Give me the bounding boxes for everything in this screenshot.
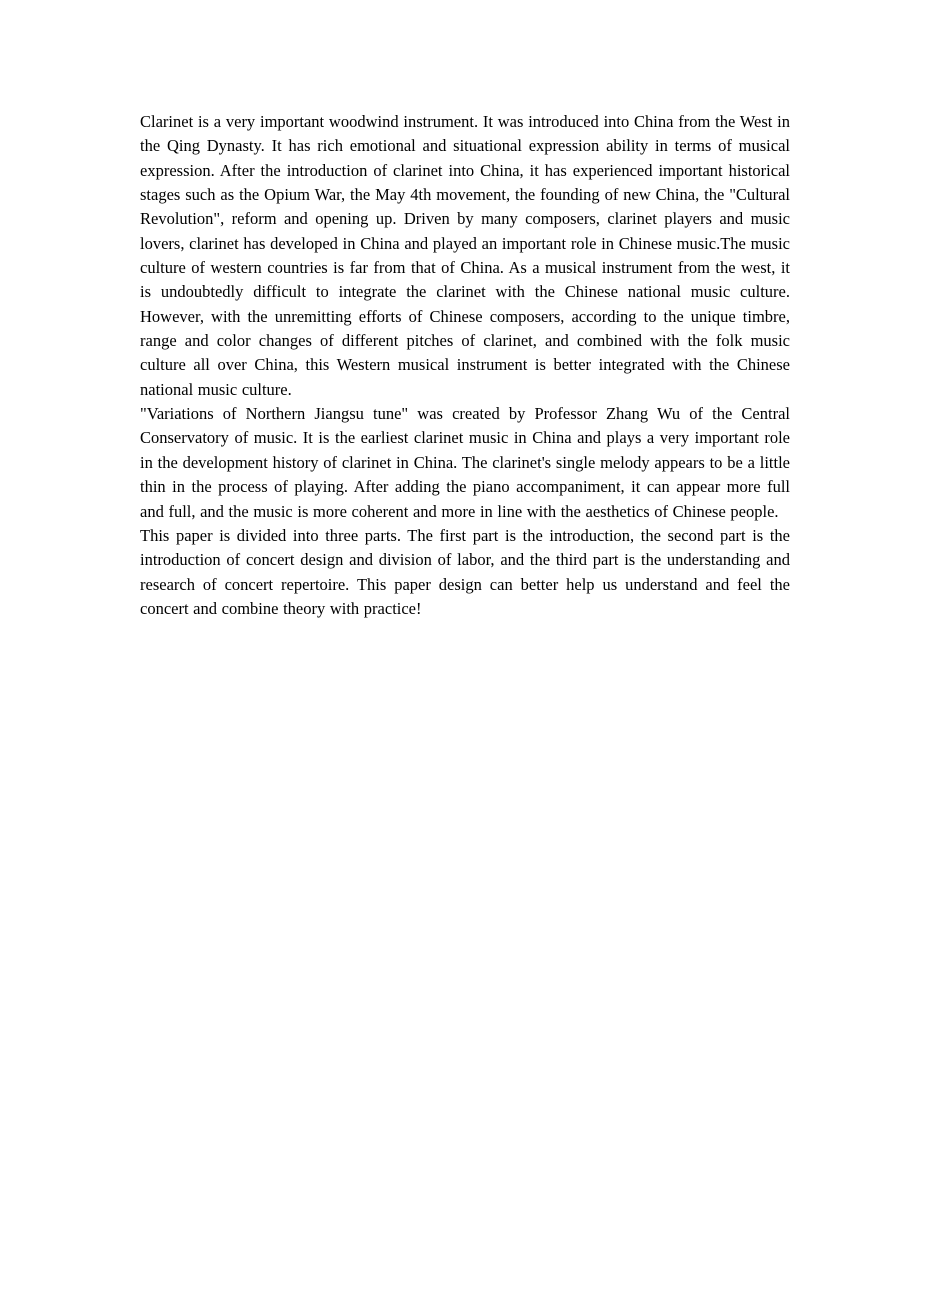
paragraph-variations-northern-jiangsu: "Variations of Northern Jiangsu tune" was created by Professor Zhang Wu of the Central Conservatory of music. It is the earliest clarinet music in China and plays a very important role in the development history of clarinet in China. The clarinet's single melody appears to be a little thin in the process of playing. After adding the piano accompaniment, it can appear more full and full, and the music is more coherent and more in line with the aesthetics of Chinese people. — [140, 404, 790, 521]
paragraph-paper-structure: This paper is divided into three parts. The first part is the introduction, the second part is the introduction of concert design and division of labor, and the third part is the understanding and research of concert repertoire. This paper design can better help us understand and feel the concert and combine theory with practice! — [140, 525, 790, 618]
text-block — [140, 110, 790, 621]
paragraph-clarinet-introduction: Clarinet is a very important woodwind instrument. It was introduced into China from the West in the Qing Dynasty. It has rich emotional and situational expression ability in terms of musical expression. After the introduction of clarinet into China, it has experienced important historical stages such as the Opium War, the May 4th movement, the founding of new China, the "Cultural Revolution", reform and opening up. Driven by many composers, clarinet players and music lovers, clarinet has developed in China and played an important role in Chinese music.The music culture of western countries is far from that of China. As a musical instrument from the west, it is undoubtedly difficult to integrate the clarinet with the Chinese national music culture. However, with the unremitting efforts of Chinese composers, according to the unique timbre, range and color changes of different pitches of clarinet, and combined with the folk music culture all over China, this Western musical instrument is better integrated with the Chinese national music culture. — [140, 112, 790, 399]
